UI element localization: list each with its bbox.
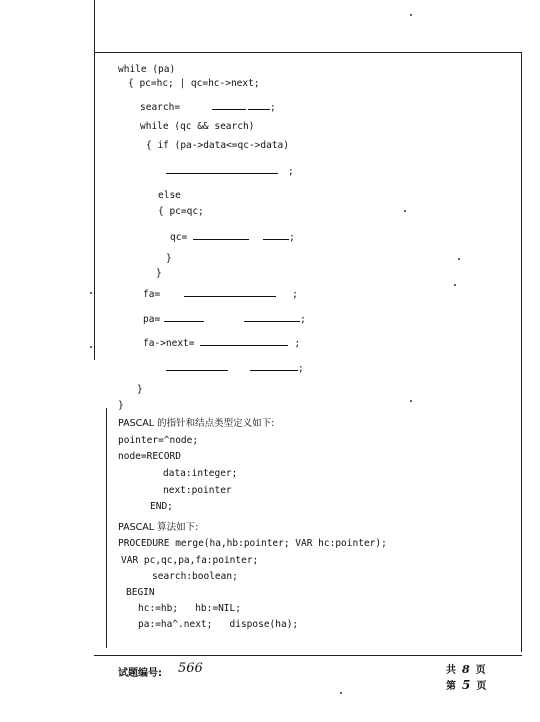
code-line-if-body-blank: ;: [166, 165, 294, 178]
scan-speck: [454, 284, 456, 286]
exam-code-number: 566: [178, 661, 203, 676]
answer-blank[interactable]: [244, 313, 300, 322]
pascal-pointer-def: pointer=^node;: [118, 435, 199, 446]
pascal-field-data: data:integer;: [163, 468, 238, 479]
pascal-type-heading: PASCAL 的指针和结点类型定义如下:: [118, 418, 275, 429]
pascal-node-record: node=RECORD: [118, 451, 181, 462]
pascal-begin: BEGIN: [126, 587, 155, 598]
code-line-inner-while: while (qc && search): [140, 121, 255, 132]
code-box-top-border: [94, 52, 522, 53]
scan-speck: [410, 400, 412, 402]
code-line-end-outer-while: }: [137, 384, 143, 395]
pascal-procedure-header: PROCEDURE merge(ha,hb:pointer; VAR hc:pointer);: [118, 538, 387, 549]
scan-speck: [458, 258, 460, 260]
answer-blank[interactable]: [212, 101, 246, 110]
code-box-right-border: [521, 52, 522, 652]
scan-speck: [404, 210, 406, 212]
code-line-if-compare: { if (pa->data<=qc->data): [146, 140, 289, 151]
answer-blank[interactable]: [193, 231, 249, 240]
pascal-pa-assign: pa:=ha^.next; dispose(ha);: [138, 619, 299, 630]
answer-blank[interactable]: [166, 362, 228, 371]
exam-code-label: 试题编号:: [118, 668, 162, 679]
total-pages: 共 8 页: [446, 663, 486, 676]
answer-blank[interactable]: [250, 362, 298, 371]
pascal-var-decl: VAR pc,qc,pa,fa:pointer;: [121, 555, 259, 566]
code-line-close-brace: }: [166, 253, 172, 264]
scan-speck: [410, 14, 412, 16]
code-line-init-pc-qc: { pc=hc; | qc=hc->next;: [128, 78, 260, 89]
answer-blank[interactable]: [166, 165, 278, 174]
binding-margin-line-lower: [106, 408, 107, 648]
footer-divider: [94, 655, 522, 656]
code-line-pc-qc: { pc=qc;: [158, 206, 204, 217]
code-line-fa-next-blank: fa->next= ;: [143, 338, 301, 349]
pascal-field-next: next:pointer: [163, 485, 232, 496]
code-line-qc-blank: qc= ;: [170, 232, 295, 243]
code-line-search-blank: search= ;: [140, 102, 276, 113]
scan-speck: [90, 346, 92, 348]
code-line-close-brace-outer: }: [156, 268, 162, 279]
pascal-record-end: END;: [150, 501, 173, 512]
code-line-extra-blank: ;: [166, 362, 304, 375]
code-line-while-pa: while (pa): [118, 64, 176, 75]
answer-blank[interactable]: [263, 231, 289, 240]
pascal-var-search: search:boolean;: [152, 571, 238, 582]
answer-blank[interactable]: [164, 313, 204, 322]
current-page: 第 5 页: [446, 678, 487, 692]
scan-speck: [90, 292, 92, 294]
binding-margin-line: [94, 0, 95, 360]
answer-blank[interactable]: [184, 288, 276, 297]
pascal-hc-assign: hc:=hb; hb:=NIL;: [138, 603, 241, 614]
code-line-fa-blank: fa= ;: [143, 289, 298, 300]
answer-blank[interactable]: [200, 337, 288, 346]
scan-speck: [340, 692, 342, 694]
code-line-else: else: [158, 190, 181, 201]
code-line-end-function: }: [118, 400, 124, 411]
answer-blank[interactable]: [248, 101, 270, 110]
pascal-algorithm-heading: PASCAL 算法如下:: [118, 522, 199, 533]
code-line-pa-blank: pa= ;: [143, 314, 306, 325]
